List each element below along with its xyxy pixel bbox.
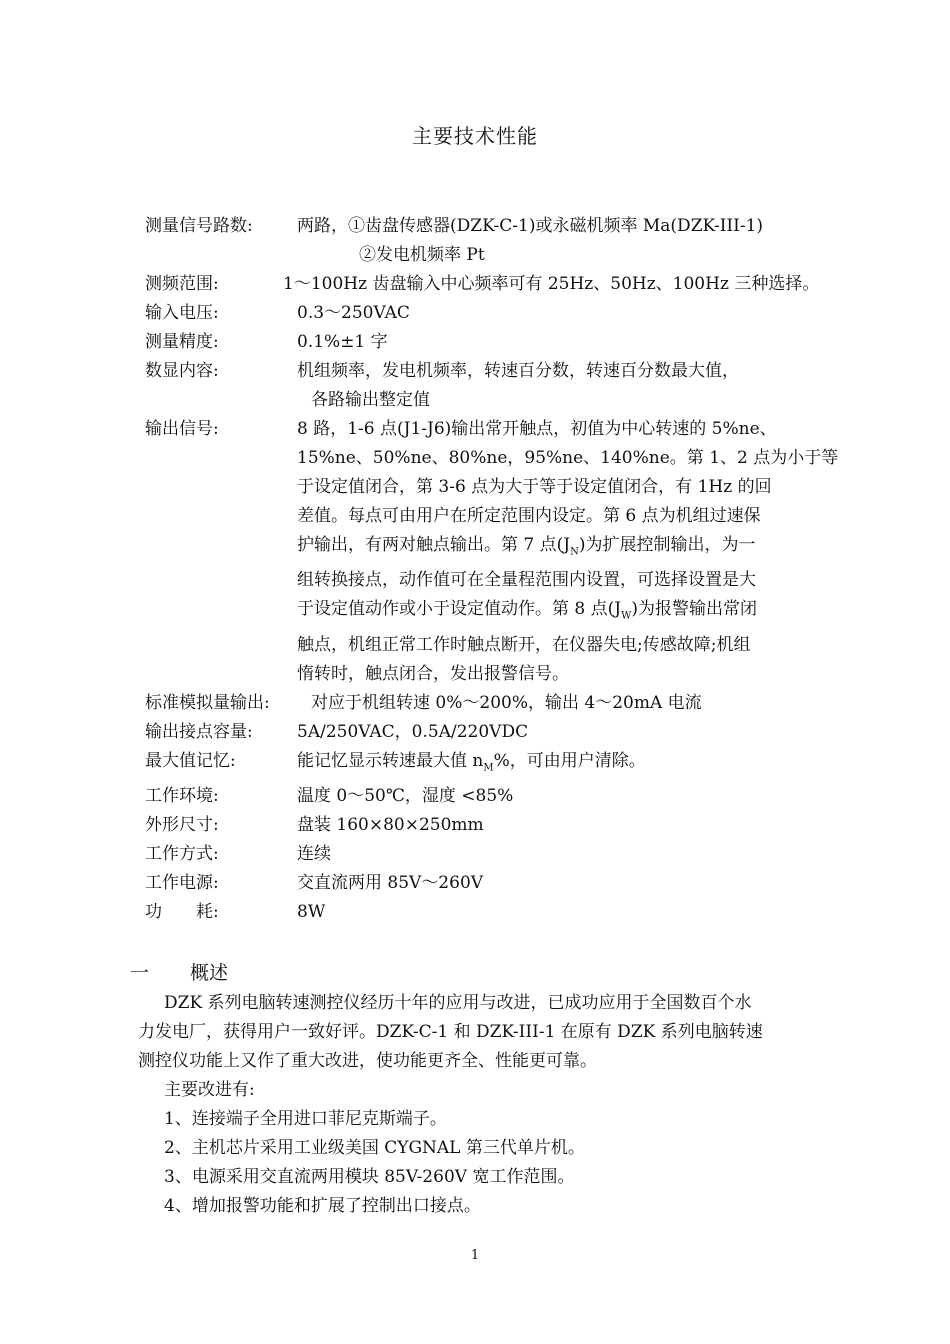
spec-line: 连续 (297, 844, 331, 865)
spec-value (297, 869, 815, 898)
spec-line: 组转换接点，动作值可在全量程范围内设置，可选择设置是大 (297, 570, 756, 591)
spec-row (145, 212, 815, 270)
overview-paragraph (138, 989, 808, 1076)
list-item: 4、增加报警功能和扩展了控制出口接点。 (164, 1196, 481, 1216)
spec-row (145, 811, 815, 840)
subscript: N (570, 546, 579, 558)
spec-line: 于设定值闭合，第 3-6 点为大于等于设定值闭合，有 1Hz 的回 (297, 477, 772, 497)
spec-row (145, 898, 815, 927)
spec-line: ②发电机频率 Pt (359, 245, 485, 265)
spec-text: 于设定值动作或小于设定值动作。第 8 点(J (297, 599, 622, 620)
spec-line: 温度 0～50℃，湿度 <85% (297, 786, 514, 807)
spec-row (145, 689, 815, 718)
list-item: 2、主机芯片采用工业级美国 CYGNAL 第三代单片机。 (164, 1138, 585, 1158)
improvements-list (138, 1076, 808, 1221)
spec-line: 两路，①齿盘传感器(DZK-C-1)或永磁机频率 Ma(DZK-III-1) (297, 216, 764, 236)
spec-line: 交直流两用 85V～260V (297, 873, 484, 894)
subscript: W (621, 610, 632, 622)
spec-list (145, 212, 839, 927)
spec-label: 标准模拟量输出: (145, 692, 270, 713)
spec-row (145, 869, 815, 898)
spec-label: 输出信号: (145, 419, 219, 439)
spec-text: 护输出，有两对触点输出。第 7 点(J (297, 535, 571, 555)
spec-line (297, 747, 815, 782)
spec-label: 输出接点容量: (145, 721, 253, 742)
spec-line: 8W (297, 902, 326, 923)
improvements-heading: 主要改进有: (164, 1080, 255, 1100)
spec-row (145, 718, 815, 747)
spec-row (145, 782, 815, 811)
spec-row (145, 357, 815, 415)
spec-line: 惰转时，触点闭合，发出报警信号。 (297, 663, 569, 684)
spec-value (297, 840, 815, 869)
paragraph-line: 测控仪功能上又作了重大改进，使功能更齐全、性能更可靠。 (138, 1051, 597, 1071)
spec-row (145, 328, 815, 357)
spec-value (297, 415, 839, 689)
spec-line: 对应于机组转速 0%～200%，输出 4～20mA 电流 (311, 692, 702, 713)
spec-label: 工作环境: (145, 786, 219, 807)
spec-line: 差值。每点可由用户在所定范围内设定。第 6 点为机组过速保 (297, 506, 761, 526)
spec-row (145, 415, 839, 689)
spec-line: 5A/250VAC，0.5A/220VDC (297, 721, 529, 742)
spec-label: 数显内容: (145, 361, 219, 381)
spec-line (297, 531, 815, 566)
spec-value (297, 718, 815, 747)
spec-row (145, 270, 820, 299)
list-item: 3、电源采用交直流两用模块 85V-260V 宽工作范围。 (164, 1167, 575, 1187)
spec-label: 工作方式: (145, 844, 219, 865)
spec-label: 测量信号路数: (145, 216, 253, 236)
spec-value (297, 782, 815, 811)
spec-line: 各路输出整定值 (311, 390, 430, 410)
spec-line: 0.1%±1 字 (297, 332, 388, 352)
spec-row (145, 299, 815, 328)
list-item: 1、连接端子全用进口菲尼克斯端子。 (164, 1109, 447, 1129)
spec-line: 8 路，1-6 点(J1-J6)输出常开触点，初值为中心转速的 5%ne、 (297, 419, 777, 439)
spec-line (297, 595, 815, 630)
spec-value (297, 212, 815, 270)
spec-line: 机组频率，发电机频率，转速百分数，转速百分数最大值， (297, 361, 739, 381)
spec-text: )为报警输出常闭 (631, 599, 757, 620)
spec-line: 15%ne、50%ne、80%ne，95%ne、140%ne。第 1、2 点为小于等 (297, 448, 839, 468)
spec-line: 盘装 160×80×250mm (297, 815, 484, 836)
paragraph-line: DZK 系列电脑转速测控仪经历十年的应用与改进，已成功应用于全国数百个水 (164, 993, 752, 1013)
spec-label: 外形尺寸: (145, 815, 219, 836)
section-title: 概述 (190, 962, 229, 984)
spec-label: 最大值记忆: (145, 750, 236, 771)
spec-line: 1～100Hz 齿盘输入中心频率可有 25Hz、50Hz、100Hz 三种选择。 (283, 274, 820, 294)
spec-value (297, 299, 815, 328)
spec-value (297, 811, 815, 840)
spec-line: 0.3～250VAC (297, 303, 410, 323)
spec-label: 测量精度: (145, 332, 219, 352)
spec-value (297, 328, 815, 357)
spec-line: 触点，机组正常工作时触点断开，在仪器失电;传感故障;机组 (297, 634, 751, 655)
section-number: 一 (130, 962, 150, 984)
spec-label: 输入电压: (145, 303, 219, 323)
page-number: 1 (470, 1248, 480, 1263)
spec-text: %，可由用户清除。 (493, 750, 646, 771)
spec-value (297, 689, 815, 718)
page-title: 主要技术性能 (412, 124, 538, 148)
subscript: M (483, 762, 494, 774)
paragraph-line: 力发电厂，获得用户一致好评。DZK-C-1 和 DZK-III-1 在原有 DZK 系列电脑转速 (138, 1022, 763, 1042)
spec-label: 测频范围: (145, 274, 219, 294)
spec-text: 能记忆显示转速最大值 n (297, 750, 484, 771)
section-heading (130, 958, 228, 985)
spec-text: )为扩展控制输出，为一 (578, 535, 756, 555)
spec-label: 工作电源: (145, 873, 219, 894)
spec-value (297, 357, 815, 415)
spec-row (145, 840, 815, 869)
spec-label: 功 耗: (145, 902, 219, 923)
spec-value (297, 898, 815, 927)
spec-value (297, 747, 815, 782)
spec-value (283, 270, 820, 299)
spec-row (145, 747, 815, 782)
